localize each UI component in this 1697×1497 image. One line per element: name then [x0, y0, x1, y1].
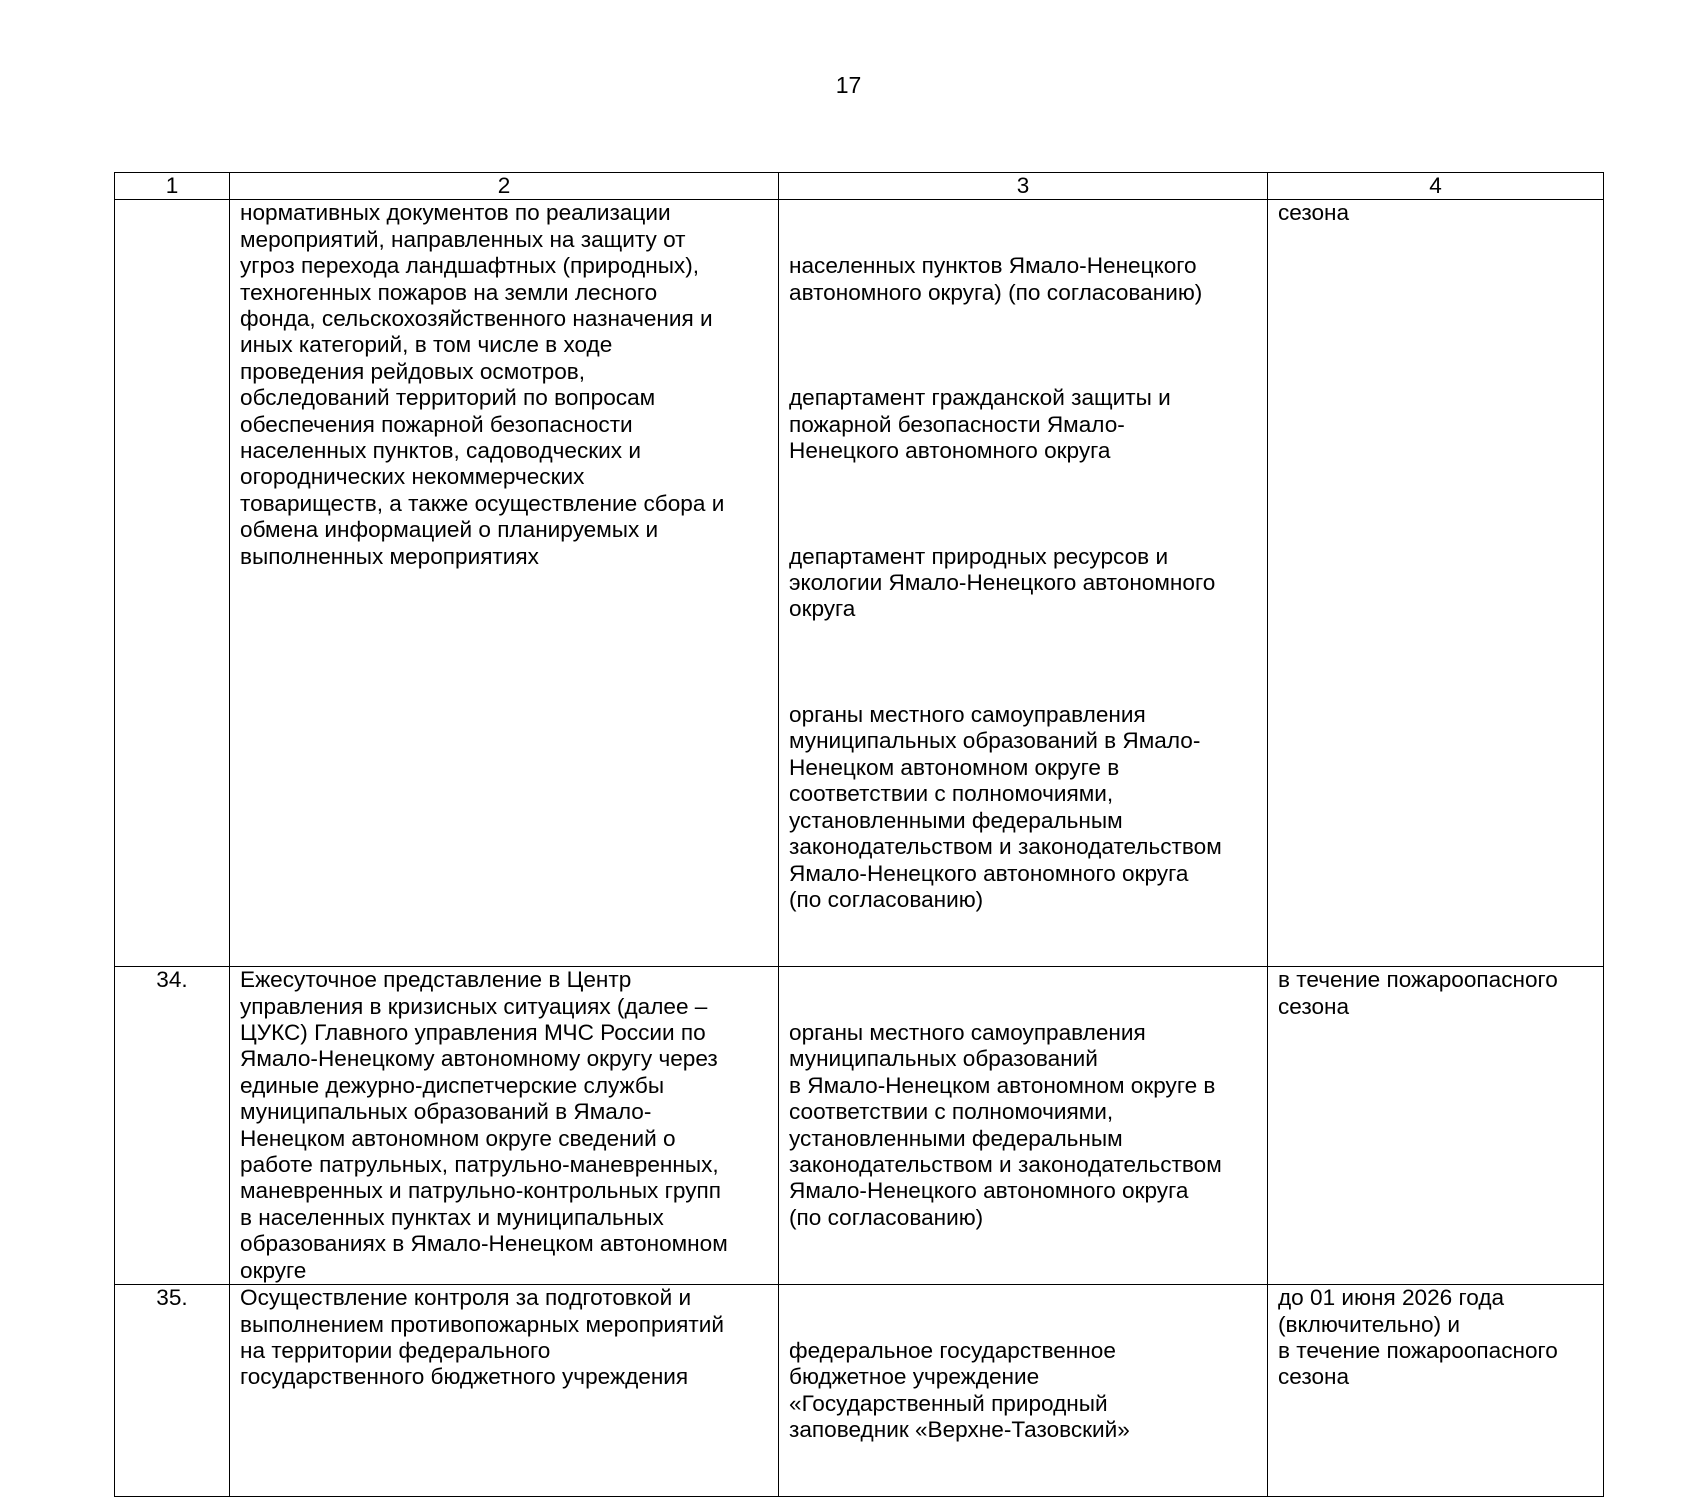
measure-cell — [230, 1285, 779, 1497]
table-row — [115, 200, 1604, 967]
header-col-2: 2 — [230, 173, 779, 200]
executor-paragraph: департамент гражданской защиты и пожарной безопасности Ямало- Ненецкого автономного округа — [789, 385, 1171, 464]
table-row — [115, 1285, 1604, 1497]
header-col-3: 3 — [779, 173, 1268, 200]
executor-cell — [779, 200, 1268, 967]
executor-paragraph: департамент природных ресурсов и экологии Ямало-Ненецкого автономного округа — [789, 543, 1216, 622]
executor-paragraph: органы местного самоуправления муниципальных образований в Ямало-Ненецком автономном округе в соответствии с полномочиями, установленными федеральным законодательством и законодательством Ямало-Ненецкого автономного округа (по согласованию) — [789, 1019, 1222, 1230]
measure-text: Осуществление контроля за подготовкой и выполнением противопожарных мероприятий на территории федерального государственного бюджетного учреждения — [240, 1285, 724, 1390]
row-number: 34. — [115, 967, 230, 1285]
deadline-cell — [1268, 200, 1604, 967]
header-col-4: 4 — [1268, 173, 1604, 200]
row-number: 35. — [115, 1285, 230, 1497]
executor-cell — [779, 1285, 1268, 1497]
measures-table — [114, 172, 1604, 1497]
measure-text: нормативных документов по реализации мероприятий, направленных на защиту от угроз перехода ландшафтных (природных), техногенных пожаров на земли лесного фонда, сельскохозяйственного назначения и иных категорий, в том числе в ходе проведения рейдовых осмотров, обследований территорий по вопросам обеспечения пожарной безопасности населенных пунктов, садоводческих и огороднических некоммерческих товариществ, а также осуществление сбора и обмена информацией о планируемых и выполненных мероприятиях — [240, 200, 725, 569]
measure-text: Ежесуточное представление в Центр управления в кризисных ситуациях (далее – ЦУКС) Главного управления МЧС России по Ямало-Ненецкому автономному округу через единые дежурно-диспетчерские службы муниципальных образований в Ямало- Ненецком автономном округе сведений о работе патрульных, патрульно-маневренных, маневренных и патрульно-контрольных групп в населенных пунктах и муниципальных образованиях в Ямало-Ненецком автономном округе — [240, 967, 728, 1283]
measure-cell — [230, 200, 779, 967]
executor-cell — [779, 967, 1268, 1285]
executor-paragraph: органы местного самоуправления муниципальных образований в Ямало- Ненецком автономном округе в соответствии с полномочиями, установленными федеральным законодательством и законодательством Ямало-Ненецкого автономного округа (по согласованию) — [789, 702, 1222, 912]
header-col-1: 1 — [115, 173, 230, 200]
executor-paragraph: федеральное государственное бюджетное учреждение «Государственный природный заповедник «Верхне-Тазовский» — [789, 1337, 1130, 1443]
deadline-cell — [1268, 967, 1604, 1285]
page-number: 17 — [835, 72, 862, 98]
measure-cell — [230, 967, 779, 1285]
deadline-text: в течение пожароопасного сезона — [1278, 967, 1558, 1019]
row-number — [115, 200, 230, 967]
executor-paragraph: населенных пунктов Ямало-Ненецкого автономного округа) (по согласованию) — [789, 253, 1203, 305]
table-row — [115, 967, 1604, 1285]
deadline-text: сезона — [1278, 200, 1350, 226]
deadline-text: до 01 июня 2026 года (включительно) и в течение пожароопасного сезона — [1278, 1285, 1558, 1390]
deadline-cell — [1268, 1285, 1604, 1497]
table-header-row — [115, 173, 1604, 200]
